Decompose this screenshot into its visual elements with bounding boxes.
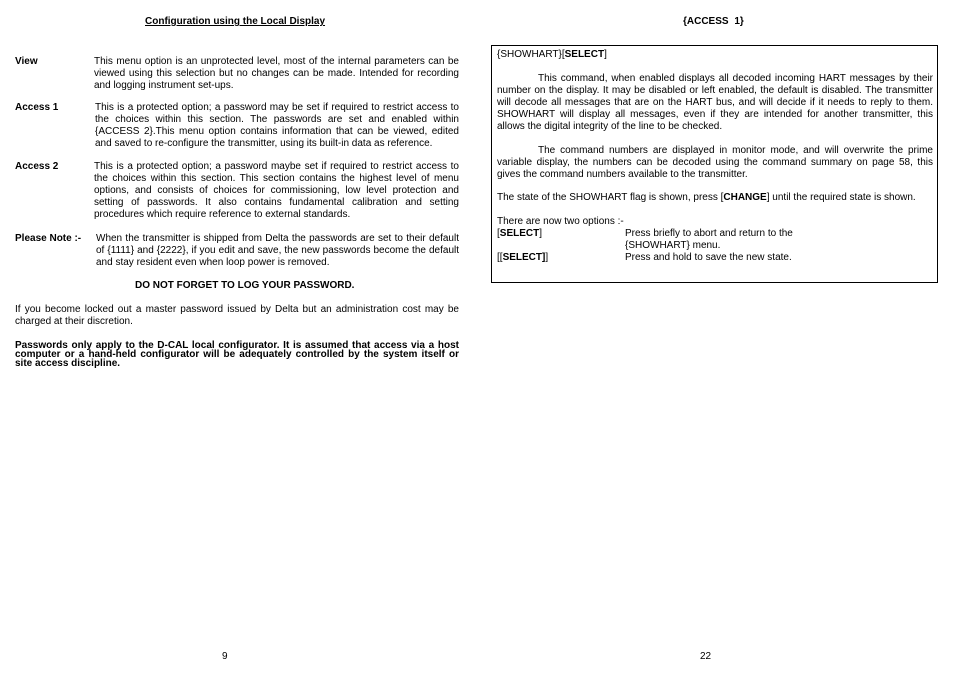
box-title-prefix: {SHOWHART}[ bbox=[497, 49, 565, 60]
definition-view: This menu option is an unprotected level, most of the internal parameters can be viewed using this selection but no changes can be made. Intended for recording and logging instrument set-ups. bbox=[94, 56, 459, 91]
definition-access-1: This is a protected option; a password may be set if required to restrict access to the choices within this section. The passwords are set and enabled within {ACCESS 2}.This menu option contains information that can be viewed, edited and saved to re-configure the transmitter, using its built-in data as reference. bbox=[95, 102, 459, 149]
right-page-number: 22 bbox=[700, 651, 712, 662]
option-key-hold-bold: SELECT] bbox=[502, 252, 546, 263]
term-view: View bbox=[15, 56, 38, 67]
option-value-select bbox=[625, 228, 793, 252]
option-key-hold-select bbox=[497, 252, 548, 264]
option-key-select-prefix: [ bbox=[497, 228, 500, 239]
para3-suffix: ] until the required state is shown. bbox=[766, 192, 916, 203]
option-value-hold-select bbox=[625, 252, 792, 264]
para3-prefix: The state of the SHOWHART flag is shown, press [ bbox=[497, 192, 724, 203]
definition-access-2: This is a protected option; a password maybe set if required to restrict access to the choices within this section. This section contains the highest level of menu options, and consists of choices for commissioning, low level protection and setting of passwords. It also contains fundamental calibration and setting procedures which require reference to external standards. bbox=[94, 161, 459, 220]
box-paragraph-1: This command, when enabled displays all decoded incoming HART messages by their number on the display. It may be disabled or left enabled, the default is disabled. The transmitter will decode all messages that are on the HART bus, and will decide if it needs to reply to them. SHOWHART will display all messages, even if they are intended for another transmitter, this allows the digital integrity of the line to be checked. bbox=[497, 73, 933, 132]
term-please-note: Please Note :- bbox=[15, 233, 82, 244]
right-page-heading: {ACCESS 1} bbox=[683, 16, 744, 27]
option-value-select-line2: {SHOWHART} menu. bbox=[625, 240, 721, 251]
definition-please-note: When the transmitter is shipped from Delta the passwords are set to their default of {1111} and {2222}, if you edit and save, the new passwords become the default and stay resident even when loop power is removed. bbox=[96, 233, 459, 268]
option-key-hold-prefix: [[ bbox=[497, 252, 503, 263]
box-title-bold: SELECT bbox=[564, 49, 605, 60]
option-key-select-suffix: ] bbox=[539, 228, 543, 239]
term-access-2: Access 2 bbox=[15, 161, 59, 172]
options-intro: There are now two options :- bbox=[497, 216, 624, 227]
para3-bold: CHANGE bbox=[723, 192, 767, 203]
box-paragraph-2: The command numbers are displayed in monitor mode, and will overwrite the prime variable display, the numbers can be decoded using the command summary on page 58, this gives the command numbers available to the transmitter. bbox=[497, 145, 933, 180]
term-access-1: Access 1 bbox=[15, 102, 59, 113]
option-key-hold-suffix: ] bbox=[545, 252, 549, 263]
option-value-select-line1: Press briefly to abort and return to the bbox=[625, 228, 793, 239]
warning-log-password: DO NOT FORGET TO LOG YOUR PASSWORD. bbox=[135, 280, 355, 291]
option-key-select bbox=[497, 228, 542, 240]
box-title-suffix: ] bbox=[604, 49, 607, 60]
box-title bbox=[497, 49, 607, 61]
passwords-note-paragraph: Passwords only apply to the D-CAL local configurator. It is assumed that access via a host computer or a hand-held configurator will be adequately controlled by the system itself or site access discipline. bbox=[15, 340, 459, 369]
box-paragraph-3 bbox=[497, 192, 916, 204]
showhart-box bbox=[491, 45, 938, 283]
option-value-hold-line1: Press and hold to save the new state. bbox=[625, 252, 792, 263]
option-key-select-bold: SELECT bbox=[499, 228, 540, 239]
locked-out-paragraph: If you become locked out a master password issued by Delta but an administration cost may be charged at their discretion. bbox=[15, 304, 459, 327]
left-page-number: 9 bbox=[222, 651, 228, 662]
left-page-heading: Configuration using the Local Display bbox=[145, 16, 326, 27]
